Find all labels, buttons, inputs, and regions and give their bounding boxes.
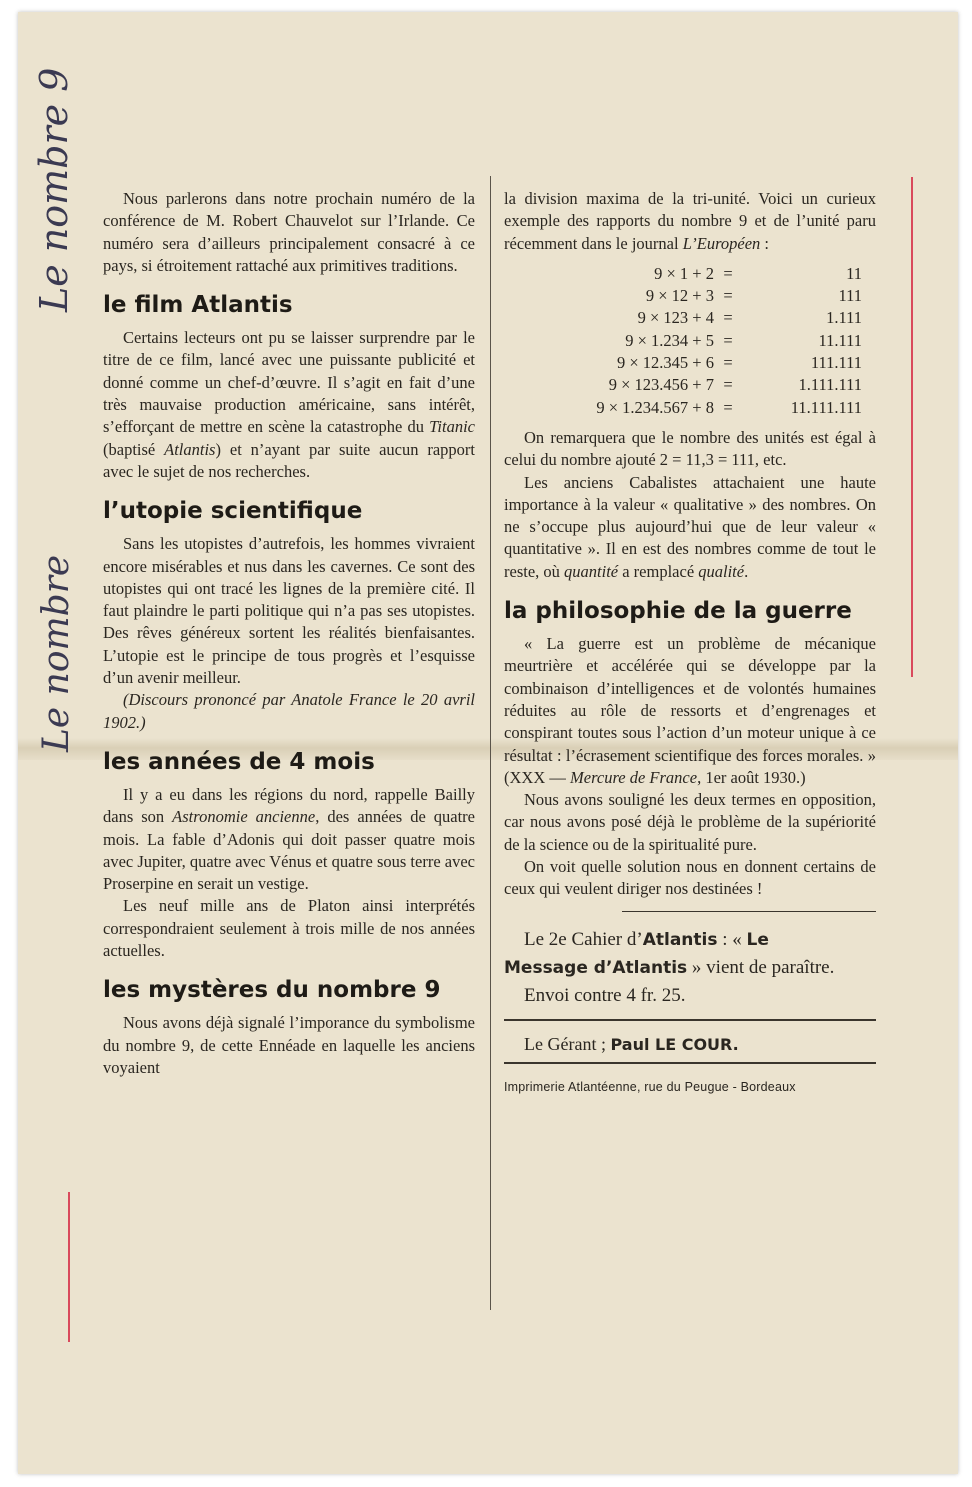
imprimerie-line: Imprimerie Atlantéenne, rue du Peugue - Bordeaux	[504, 1079, 796, 1094]
heading-film-atlantis: le film Atlantis	[103, 292, 293, 319]
equation-lhs: 9 × 123.456 + 7	[608, 375, 714, 395]
film-paragraph: Certains lecteurs ont pu se laisser surprendre par le titre de ce film, lancé avec une puissante publicité et donné comme un chef-d’œuvre. Il s’agit en fait d’une très mauvaise production américaine, sans intérêt, s’efforçant de mettre en scène la catastrophe du Titanic (baptisé Atlantis) et n’ayant par suite aucun rapport avec le sujet de nos recherches.	[103, 328, 476, 481]
red-margin-mark-right	[911, 177, 913, 677]
heading-mysteres: les mystères du nombre 9	[103, 977, 441, 1004]
utopie-paragraph: Sans les utopistes d’autrefois, les hommes vivraient encore misérables et nus dans les cavernes. Ce sont des utopistes qui ont tracé les lignes de la première cité. Il faut plaindre le parti politique qui n’a pas ses utopistes. Des rêves généreux sortent les réalités bienfaisantes. L’utopie est le principe de tous progrès et l’esquisse d’un avenir meilleur.	[103, 534, 475, 688]
equation-row	[504, 352, 876, 374]
equation-rhs: 111.111	[810, 353, 862, 373]
envoi-line: Envoi contre 4 fr. 25.	[524, 984, 686, 1006]
intro-paragraph: Nous parlerons dans notre prochain numéro de la conférence de M. Robert Chauvelot sur l’Irlande. Ce numéro sera d’ailleurs principalement consacré à ce pays, si étroitement rattaché aux primitives traditions.	[103, 189, 475, 275]
equation-equals: =	[723, 263, 733, 283]
equation-rhs: 1.111	[826, 308, 862, 328]
equation-lhs: 9 × 12 + 3	[645, 286, 714, 306]
equation-equals: =	[723, 330, 733, 350]
cahier-announcement: Le 2e Cahier d’Atlantis : « Le Message d’Atlantis » vient de paraître. Envoi contre 4 fr. 25.	[504, 926, 876, 1009]
handwritten-note-top: Le nombre 9	[32, 67, 76, 312]
equation-lhs: 9 × 1.234 + 5	[625, 330, 714, 350]
equation-rhs: 11	[846, 263, 862, 283]
right-column	[504, 188, 876, 1098]
annees-paragraph-1: Il y a eu dans les régions du nord, rappelle Bailly dans son Astronomie ancienne, des années de quatre mois. La fable d’Adonis qui doit passer quatre mois avec Jupiter, quatre avec Vénus et quatre sous terre avec Proserpine en serait un vestige.	[103, 784, 476, 894]
gerant-line: Le Gérant ; Paul LE COUR.	[524, 1033, 739, 1054]
equation-equals: =	[723, 375, 733, 395]
quantite-text: quantité	[564, 561, 619, 581]
atlantis-text: Atlantis	[164, 439, 216, 459]
opposition-paragraph: Nous avons souligné les deux termes en opposition, car nous avons posé déjà le problème de la supériorité de la science ou de la spiritualité pure.	[504, 790, 876, 854]
remark-paragraph: On remarquera que le nombre des unités est égal à celui du nombre ajouté 2 = 11,3 = 111, etc.	[504, 427, 876, 470]
equation-rhs: 111	[838, 286, 862, 306]
qualite-text: qualité	[698, 561, 745, 581]
column-divider	[490, 176, 491, 1310]
atlantis-bold: Atlantis	[642, 929, 718, 950]
handwritten-note-bottom: Le nombre	[36, 554, 77, 752]
equation-table	[504, 263, 876, 419]
rule-top	[622, 911, 876, 912]
annees-paragraph-2: Les neuf mille ans de Platon ainsi interprétés correspondraient seulement à trois mille de nos années actuelles.	[103, 896, 475, 961]
astronomie-text: Astronomie ancienne	[172, 807, 316, 827]
red-margin-mark-left	[68, 1192, 70, 1342]
equation-rhs: 1.111.111	[798, 375, 862, 395]
guerre-quote: « La guerre est un problème de mécanique meurtrière et accélérée qui se développe par la combinaison d’intelligences et de volontés humaines réduites au rôle de ressorts et d’engrenages et conspirant toutes sous l’action d’un moteur unique à ce résultat : l’écrasement scientifique des forces morales. » (XXX — Mercure de France, 1er août 1930.)	[504, 634, 876, 787]
equation-lhs: 9 × 12.345 + 6	[617, 353, 714, 373]
equation-row	[504, 330, 876, 352]
newsletter-page	[18, 12, 958, 1474]
equation-rhs: 11.111.111	[790, 397, 862, 417]
cabalistes-paragraph: Les anciens Cabalistes attachaient une haute importance à la valeur « qualitative » des nombres. On ne s’occupe plus aujourd’hui que de leur valeur « quantitative ». Il en est des nombres comme de tout le reste, où quantité a remplacé qualité.	[504, 472, 876, 581]
solution-paragraph: On voit quelle solution nous en donnent certains de ceux qui veulent diriger nos destinées !	[504, 857, 876, 899]
mysteres-paragraph: Nous avons déjà signalé l’imporance du symbolisme du nombre 9, de cette Ennéade en laquelle les anciens voyaient	[103, 1013, 475, 1077]
equation-lhs: 9 × 1.234.567 + 8	[596, 397, 714, 417]
continuation-paragraph: la division maxima de la tri-unité. Voici un curieux exemple des rapports du nombre 9 et de l’unité paru récemment dans le journal L’Européen :	[504, 189, 876, 253]
equation-row	[504, 263, 876, 285]
equation-lhs: 9 × 1 + 2	[654, 263, 714, 283]
equation-equals: =	[723, 308, 733, 328]
heading-annees: les années de 4 mois	[103, 748, 375, 775]
equation-row	[504, 307, 876, 329]
equation-rhs: 11.111	[818, 330, 862, 350]
titanic-text: Titanic	[429, 417, 475, 437]
equation-lhs: 9 × 123 + 4	[637, 308, 714, 328]
europeen-text: L’Européen	[682, 233, 761, 253]
equation-equals: =	[723, 286, 733, 306]
equation-equals: =	[723, 353, 733, 373]
mercure-text: Mercure de France	[570, 767, 698, 787]
gerant-name: Paul LE COUR.	[610, 1034, 739, 1054]
equation-row	[504, 374, 876, 396]
equation-row	[504, 285, 876, 307]
equation-row	[504, 397, 876, 419]
utopie-source: (Discours prononcé par Anatole France le 20 avril 1902.)	[103, 690, 475, 732]
message-bold: Message d’Atlantis	[504, 957, 688, 978]
heading-philosophie: la philosophie de la guerre	[504, 598, 852, 625]
rule-gerant-bottom	[504, 1062, 876, 1064]
heading-utopie: l’utopie scientifique	[103, 498, 363, 525]
rule-gerant-top	[504, 1019, 876, 1021]
left-column	[103, 188, 475, 1079]
equation-equals: =	[723, 397, 733, 417]
